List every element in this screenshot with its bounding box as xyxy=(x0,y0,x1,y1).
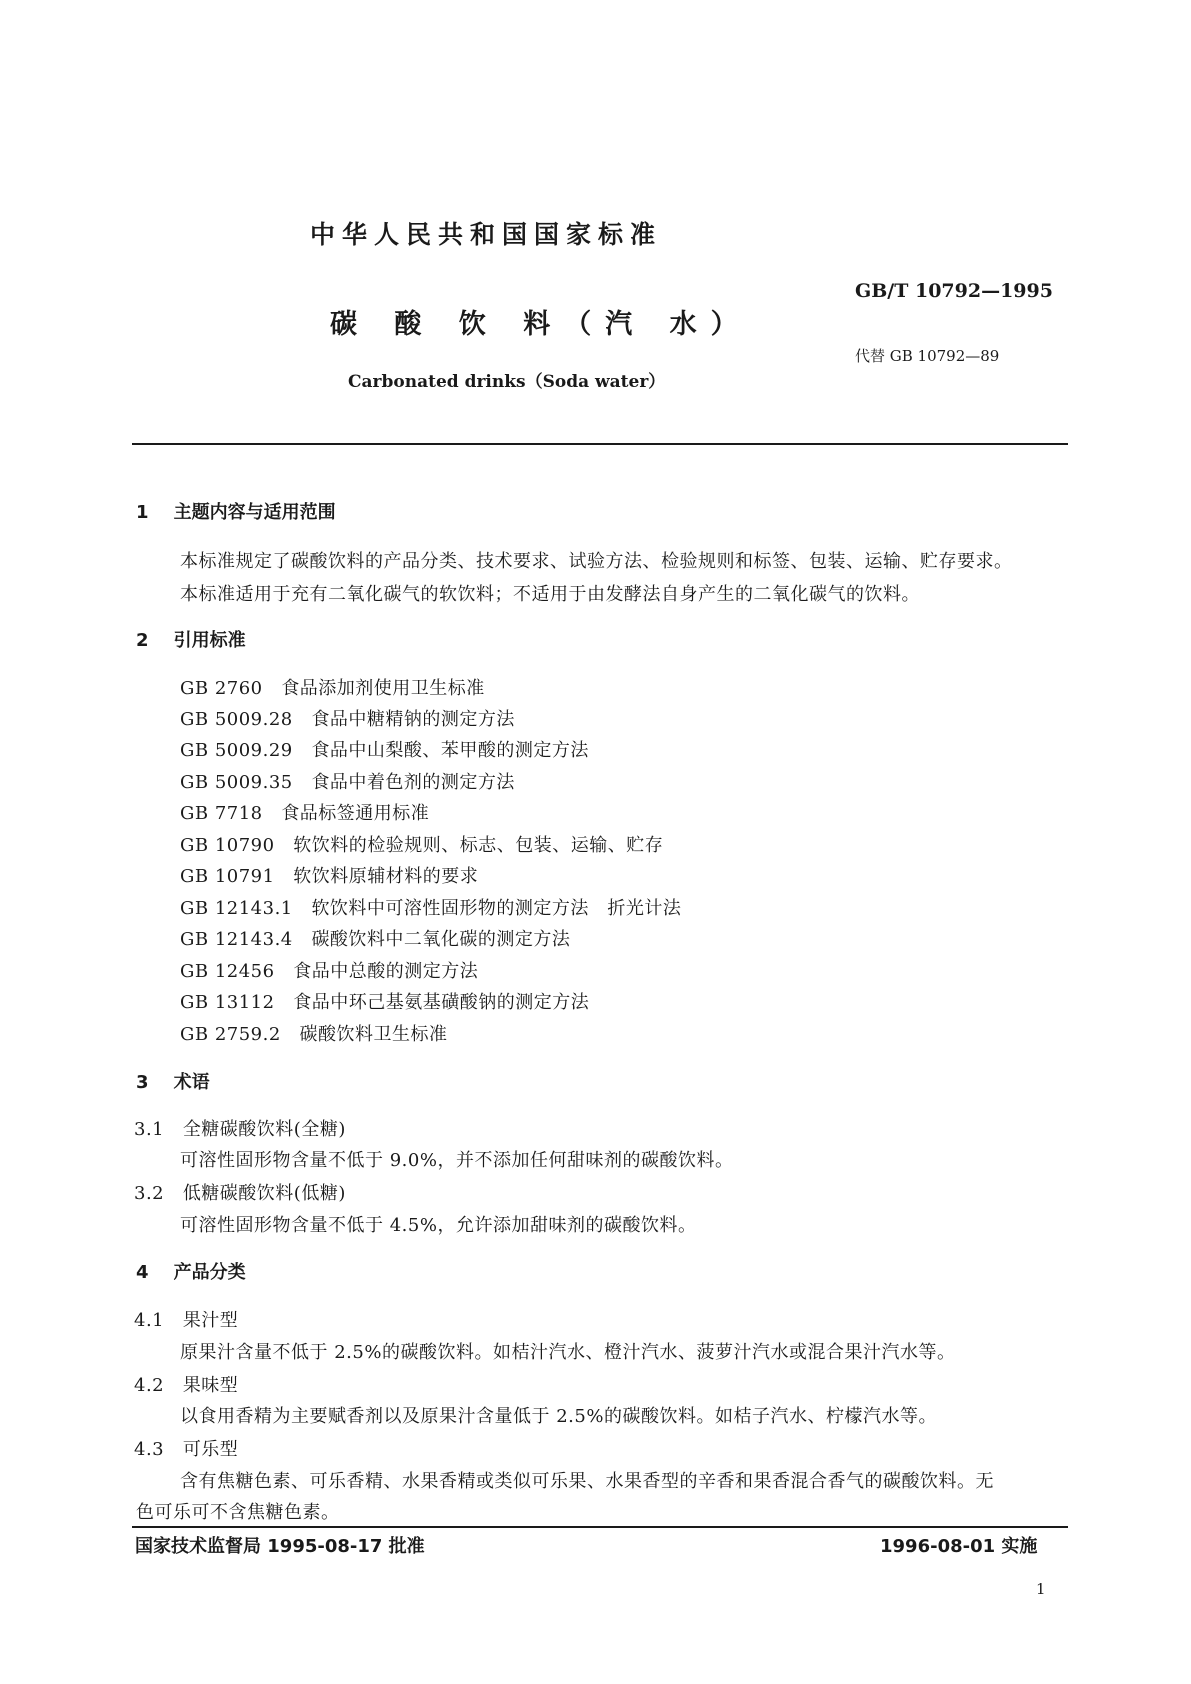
subsection-definition-continued: 色可乐可不含焦糖色素。 xyxy=(136,1502,340,1523)
reference-name: 食品中总酸的测定方法 xyxy=(293,961,479,982)
reference-item xyxy=(180,705,515,731)
reference-name: 软饮料中可溶性固形物的测定方法 折光计法 xyxy=(311,898,682,919)
reference-item xyxy=(180,768,515,794)
reference-code: GB 10791 xyxy=(180,866,275,887)
subsection-heading xyxy=(134,1435,238,1461)
reference-item xyxy=(180,674,485,700)
reference-code: GB 5009.35 xyxy=(180,772,293,793)
subsection-term: 果汁型 xyxy=(182,1310,239,1331)
reference-name: 软饮料的检验规则、标志、包装、运输、贮存 xyxy=(293,835,664,856)
reference-item xyxy=(180,736,589,762)
section-1-paragraph: 本标准适用于充有二氧化碳气的软饮料；不适用于由发酵法自身产生的二氧化碳气的饮料。 xyxy=(180,584,920,605)
reference-code: GB 5009.29 xyxy=(180,740,293,761)
approval-date: 国家技术监督局 1995-08-17 批准 xyxy=(135,1536,425,1557)
subsection-definition: 可溶性固形物含量不低于 4.5%，允许添加甜味剂的碳酸饮料。 xyxy=(180,1215,697,1236)
national-standard-heading: 中华人民共和国国家标准 xyxy=(310,220,663,249)
reference-code: GB 2760 xyxy=(180,678,263,699)
reference-name: 食品添加剂使用卫生标准 xyxy=(281,678,485,699)
reference-code: GB 5009.28 xyxy=(180,709,293,730)
subsection-number: 4.2 xyxy=(134,1375,165,1396)
subsection-term: 低糖碳酸饮料(低糖) xyxy=(182,1183,346,1204)
document-subtitle: Carbonated drinks（Soda water） xyxy=(348,372,666,392)
reference-code: GB 7718 xyxy=(180,803,263,824)
subsection-term: 果味型 xyxy=(182,1375,239,1396)
section-2-heading xyxy=(136,626,246,652)
effective-date: 1996-08-01 实施 xyxy=(880,1536,1038,1557)
standard-number: GB/T 10792—1995 xyxy=(855,280,1053,302)
reference-name: 食品中糖精钠的测定方法 xyxy=(311,709,515,730)
reference-name: 食品标签通用标准 xyxy=(281,803,430,824)
page-number: 1 xyxy=(1036,1580,1046,1598)
reference-code: GB 2759.2 xyxy=(180,1024,281,1045)
subsection-heading xyxy=(134,1179,346,1205)
reference-code: GB 10790 xyxy=(180,835,275,856)
reference-item xyxy=(180,1020,447,1046)
reference-name: 软饮料原辅材料的要求 xyxy=(293,866,479,887)
reference-code: GB 12456 xyxy=(180,961,275,982)
section-title: 术语 xyxy=(173,1072,210,1093)
section-4-heading xyxy=(136,1258,246,1284)
subsection-definition: 以食用香精为主要赋香剂以及原果汁含量低于 2.5%的碳酸饮料。如桔子汽水、柠檬汽水等。 xyxy=(180,1406,937,1427)
subsection-number: 3.1 xyxy=(134,1119,165,1140)
reference-code: GB 13112 xyxy=(180,992,275,1013)
reference-name: 食品中山梨酸、苯甲酸的测定方法 xyxy=(311,740,589,761)
section-title: 主题内容与适用范围 xyxy=(173,502,336,523)
reference-name: 食品中环己基氨基磺酸钠的测定方法 xyxy=(293,992,590,1013)
reference-name: 碳酸饮料中二氧化碳的测定方法 xyxy=(311,929,571,950)
subsection-definition: 原果汁含量不低于 2.5%的碳酸饮料。如桔汁汽水、橙汁汽水、菠萝汁汽水或混合果汁汽水等。 xyxy=(180,1342,956,1363)
section-number: 2 xyxy=(136,630,149,651)
subsection-definition: 可溶性固形物含量不低于 9.0%，并不添加任何甜味剂的碳酸饮料。 xyxy=(180,1150,734,1171)
reference-item xyxy=(180,894,681,920)
reference-item xyxy=(180,799,429,825)
subsection-number: 4.1 xyxy=(134,1310,165,1331)
section-3-heading xyxy=(136,1068,210,1094)
subsection-number: 3.2 xyxy=(134,1183,165,1204)
section-number: 3 xyxy=(136,1072,149,1093)
document-title: 碳 酸 饮 料（汽 水） xyxy=(330,309,752,340)
reference-name: 食品中着色剂的测定方法 xyxy=(311,772,515,793)
reference-name: 碳酸饮料卫生标准 xyxy=(299,1024,448,1045)
reference-item xyxy=(180,957,478,983)
section-title: 产品分类 xyxy=(173,1262,246,1283)
subsection-term: 全糖碳酸饮料(全糖) xyxy=(182,1119,346,1140)
reference-code: GB 12143.1 xyxy=(180,898,293,919)
reference-item xyxy=(180,925,570,951)
subsection-number: 4.3 xyxy=(134,1439,165,1460)
section-1-paragraph: 本标准规定了碳酸饮料的产品分类、技术要求、试验方法、检验规则和标签、包装、运输、贮存要求。 xyxy=(180,551,1013,572)
reference-item xyxy=(180,862,478,888)
section-title: 引用标准 xyxy=(173,630,246,651)
reference-code: GB 12143.4 xyxy=(180,929,293,950)
replaces-note: 代替 GB 10792—89 xyxy=(855,347,1000,365)
subsection-definition: 含有焦糖色素、可乐香精、水果香精或类似可乐果、水果香型的辛香和果香混合香气的碳酸饮料。无 xyxy=(180,1471,994,1492)
footer-divider xyxy=(132,1526,1068,1528)
section-number: 4 xyxy=(136,1262,149,1283)
subsection-heading xyxy=(134,1306,238,1332)
section-1-heading xyxy=(136,498,336,524)
header-divider xyxy=(132,443,1068,445)
subsection-term: 可乐型 xyxy=(182,1439,239,1460)
subsection-heading xyxy=(134,1371,238,1397)
subsection-heading xyxy=(134,1115,346,1141)
section-number: 1 xyxy=(136,502,149,523)
reference-item xyxy=(180,831,663,857)
reference-item xyxy=(180,988,589,1014)
